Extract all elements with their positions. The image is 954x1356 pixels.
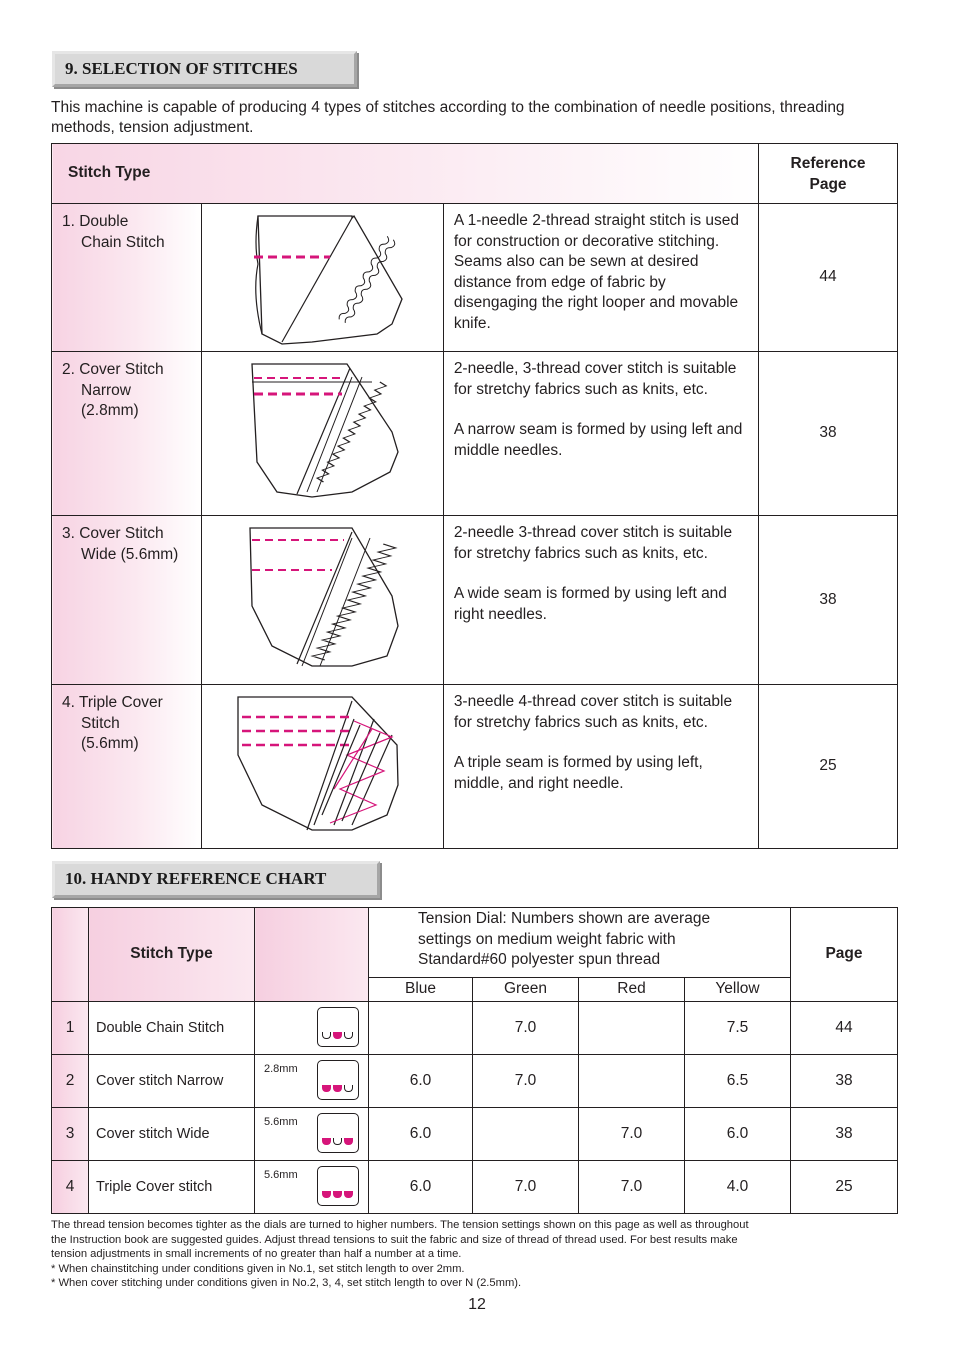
stitch-table-header xyxy=(52,144,898,204)
chart-stitch-name: Cover stitch Wide xyxy=(89,1108,255,1161)
stitch-name-line: Wide (5.6mm) xyxy=(81,545,179,563)
stitch-name xyxy=(52,204,202,352)
needle-on-icon xyxy=(322,1191,331,1198)
stitch-description-part: A narrow seam is formed by using left and middle needles. xyxy=(453,421,743,459)
tension-red xyxy=(579,1055,685,1108)
stitch-name-line: 3. Cover Stitch xyxy=(62,525,164,542)
tension-red xyxy=(579,1002,685,1055)
needle-plate-icon xyxy=(317,1113,359,1153)
needle-on-icon xyxy=(322,1085,331,1092)
number-header xyxy=(52,908,89,1002)
stitch-description-part: A triple seam is formed by using left, middle, and right needle. xyxy=(453,754,703,792)
stitch-width-label: 5.6mm xyxy=(264,1116,298,1128)
stitch-description-part: 2-needle 3-thread cover stitch is suitable for stretchy fabrics such as knits, etc. xyxy=(453,524,733,562)
needle-diagram-cell xyxy=(255,1108,369,1161)
tension-blue xyxy=(369,1002,473,1055)
color-yellow-header: Yellow xyxy=(685,978,791,1002)
needle-off-icon xyxy=(344,1085,353,1092)
chart-page-value: 38 xyxy=(791,1055,898,1108)
section-10-title: 10. HANDY REFERENCE CHART xyxy=(65,869,327,888)
stitch-row-2 xyxy=(52,352,898,516)
chart-page-header: Page xyxy=(791,908,898,1002)
chart-page-value: 38 xyxy=(791,1108,898,1161)
chart-page-value: 44 xyxy=(791,1002,898,1055)
stitch-description-part: A wide seam is formed by using left and right needles. xyxy=(453,585,727,623)
needle-on-icon xyxy=(344,1191,353,1198)
section-9-intro: This machine is capable of producing 4 types of stitches according to the combination of needle positions, threading methods, tension adjustment. xyxy=(51,99,845,136)
cover-stitch-narrow-illustration xyxy=(201,352,443,516)
stitch-description xyxy=(443,516,758,685)
reference-page-header: Reference Page xyxy=(759,144,898,204)
stitch-width-label: 5.6mm xyxy=(264,1169,298,1181)
row-number: 1 xyxy=(52,1002,89,1055)
row-number: 2 xyxy=(52,1055,89,1108)
needle-off-icon xyxy=(322,1032,331,1039)
tension-green: 7.0 xyxy=(473,1002,579,1055)
reference-page-value: 25 xyxy=(759,685,898,849)
chart-row xyxy=(52,1002,898,1055)
chart-stitch-name: Cover stitch Narrow xyxy=(89,1055,255,1108)
tension-red: 7.0 xyxy=(579,1161,685,1214)
reference-page-value: 44 xyxy=(759,204,898,352)
color-green-header: Green xyxy=(473,978,579,1002)
stitch-description-part: 2-needle, 3-thread cover stitch is suitable for stretchy fabrics such as knits, etc. xyxy=(453,360,737,398)
needle-on-icon xyxy=(322,1138,331,1145)
stitch-name-line: 4. Triple Cover xyxy=(62,694,163,711)
stitch-name-line: (2.8mm) xyxy=(81,402,139,419)
stitch-name xyxy=(52,352,202,516)
chart-page-value: 25 xyxy=(791,1161,898,1214)
stitch-description xyxy=(443,352,758,516)
double-chain-stitch-illustration xyxy=(201,204,443,352)
chart-row xyxy=(52,1161,898,1214)
needle-diagram-cell xyxy=(255,1161,369,1214)
footnote-line: tension adjustments in small increments of no greater than half a number at a time. xyxy=(51,1248,462,1260)
stitch-width-label: 2.8mm xyxy=(264,1063,298,1075)
cover-stitch-wide-illustration xyxy=(201,516,443,685)
needle-on-icon xyxy=(333,1032,342,1039)
footnote-line: The thread tension becomes tighter as the dials are turned to higher numbers. The tension settings shown on this page as well as throughout xyxy=(51,1219,749,1231)
row-number: 3 xyxy=(52,1108,89,1161)
stitch-name-line: Stitch xyxy=(81,714,120,732)
tension-yellow: 6.5 xyxy=(685,1055,791,1108)
stitch-name-line: Narrow xyxy=(81,381,131,399)
needle-plate-icon xyxy=(317,1166,359,1206)
tension-green: 7.0 xyxy=(473,1055,579,1108)
stitch-name-line: 1. Double xyxy=(62,213,129,230)
stitch-name xyxy=(52,685,202,849)
tension-yellow: 6.0 xyxy=(685,1108,791,1161)
needle-on-icon xyxy=(333,1191,342,1198)
row-number: 4 xyxy=(52,1161,89,1214)
stitch-description: A 1-needle 2-thread straight stitch is used for construction or decorative stitching. Seams also can be sewn at desired distance from edge of fabric by disengaging the right looper and movable knife. xyxy=(443,204,758,352)
stitch-type-header: Stitch Type xyxy=(52,144,759,204)
reference-page-value: 38 xyxy=(759,352,898,516)
tension-red: 7.0 xyxy=(579,1108,685,1161)
page-number: 12 xyxy=(468,1296,486,1313)
stitch-name-line: 2. Cover Stitch xyxy=(62,361,164,378)
needle-diagram-cell xyxy=(255,1002,369,1055)
needle-diagram-cell xyxy=(255,1055,369,1108)
stitch-name-line: (5.6mm) xyxy=(81,735,139,752)
chart-header-row xyxy=(52,908,898,978)
section-9-title: 9. SELECTION OF STITCHES xyxy=(65,59,298,78)
chart-row xyxy=(52,1108,898,1161)
stitch-row-4 xyxy=(52,685,898,849)
stitch-row-1 xyxy=(52,204,898,352)
tension-dial-header: Tension Dial: Numbers shown are average settings on medium weight fabric with Standard#60 polyester spun thread xyxy=(369,908,791,978)
tension-blue: 6.0 xyxy=(369,1055,473,1108)
footnote-line: * When chainstitching under conditions given in No.1, set stitch length to over 2mm. xyxy=(51,1262,465,1275)
stitch-description-part: 3-needle 4-thread cover stitch is suitable for stretchy fabrics such as knits, etc. xyxy=(453,693,733,731)
tension-yellow: 4.0 xyxy=(685,1161,791,1214)
chart-stitch-name: Triple Cover stitch xyxy=(89,1161,255,1214)
needle-plate-icon xyxy=(317,1007,359,1047)
needle-header xyxy=(255,908,369,1002)
needle-on-icon xyxy=(344,1138,353,1145)
needle-on-icon xyxy=(333,1085,342,1092)
section-9-heading xyxy=(52,51,357,87)
color-blue-header: Blue xyxy=(369,978,473,1002)
tension-green xyxy=(473,1108,579,1161)
tension-yellow: 7.5 xyxy=(685,1002,791,1055)
chart-stitch-type-header: Stitch Type xyxy=(89,908,255,1002)
color-red-header: Red xyxy=(579,978,685,1002)
stitch-name-line: Chain Stitch xyxy=(81,233,165,251)
section-10-heading xyxy=(52,861,380,898)
chart-row xyxy=(52,1055,898,1108)
footnote-line: the Instruction book are suggested guides. Adjust thread tensions to suit the fabric and size of thread of thread used. For best results make xyxy=(51,1233,738,1246)
chart-stitch-name: Double Chain Stitch xyxy=(89,1002,255,1055)
triple-cover-stitch-illustration xyxy=(201,685,443,849)
stitch-row-3 xyxy=(52,516,898,685)
stitch-selection-table xyxy=(51,143,898,849)
footnote-line: * When cover stitching under conditions given in No.2, 3, 4, set stitch length to over N (2.5mm). xyxy=(51,1277,522,1289)
footnote xyxy=(51,1218,911,1291)
stitch-description xyxy=(443,685,758,849)
reference-page-value: 38 xyxy=(759,516,898,685)
stitch-name xyxy=(52,516,202,685)
handy-reference-chart xyxy=(51,907,898,1214)
needle-plate-icon xyxy=(317,1060,359,1100)
tension-green: 7.0 xyxy=(473,1161,579,1214)
needle-off-icon xyxy=(344,1032,353,1039)
chart-body xyxy=(52,1002,898,1214)
needle-off-icon xyxy=(333,1138,342,1145)
tension-blue: 6.0 xyxy=(369,1108,473,1161)
tension-blue: 6.0 xyxy=(369,1161,473,1214)
